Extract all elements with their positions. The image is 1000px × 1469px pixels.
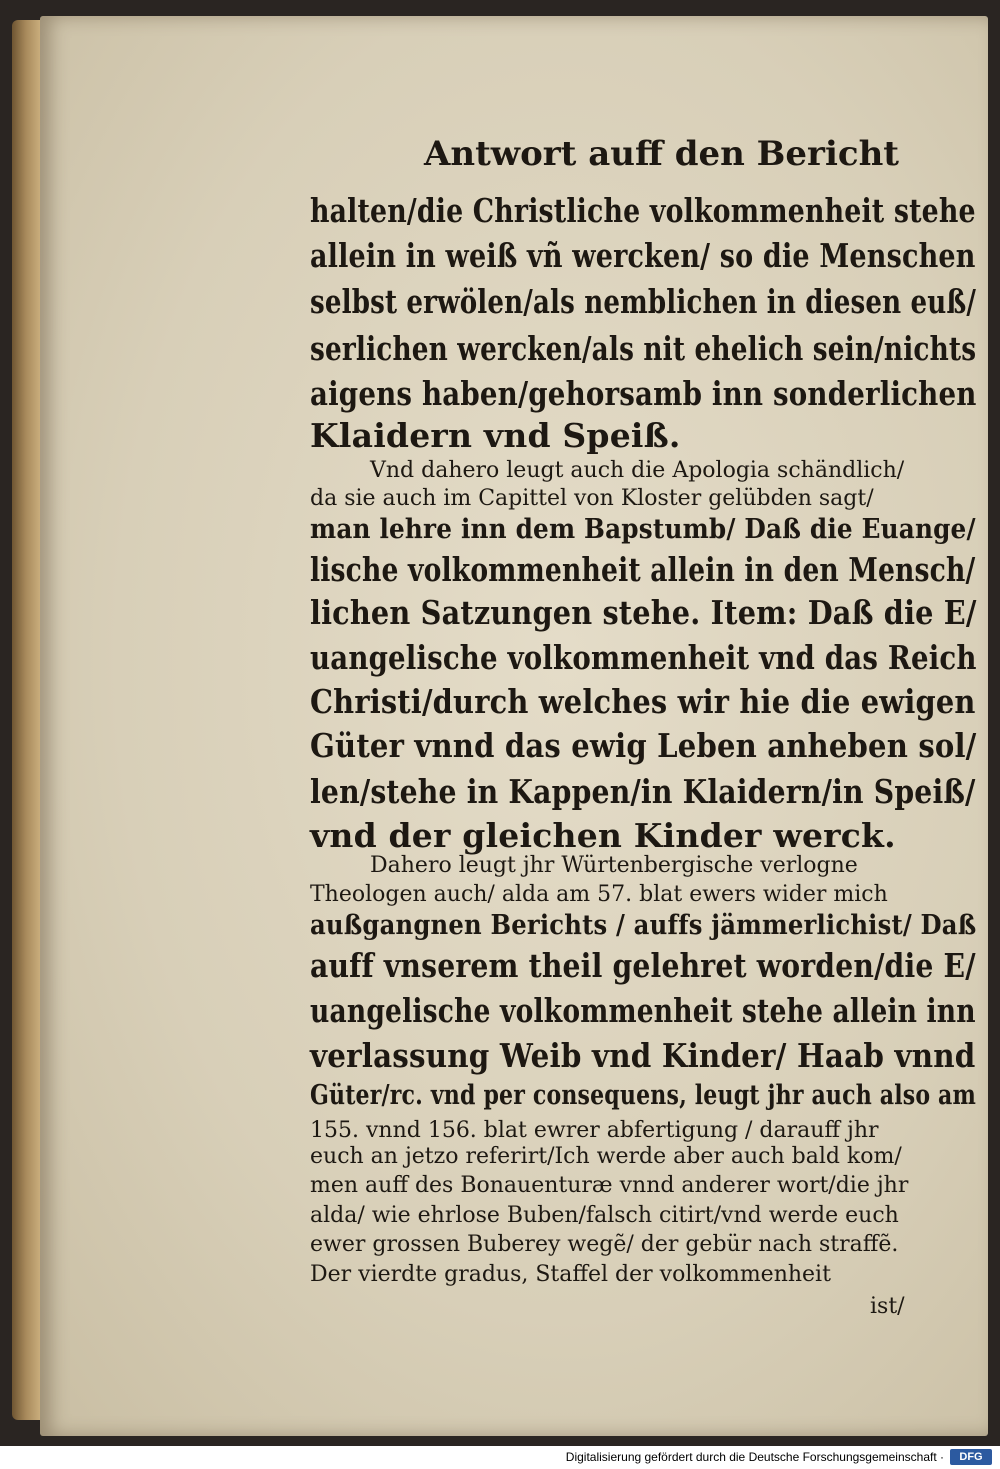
text-line: uangelische volkommenheit vnd das Reich <box>310 638 977 677</box>
text-line: vnd der gleichen Kinder werck. <box>310 816 896 855</box>
text-line: aigens haben/gehorsamb inn sonderlichen <box>310 374 977 413</box>
text-line: außgangnen Berichts / auffs jämmerlichist/ Daß <box>310 910 977 941</box>
text-line: Klaidern vnd Speiß. <box>310 416 681 455</box>
footer-credit: Digitalisierung gefördert durch die Deutsche Forschungsgemeinschaft · <box>565 1450 944 1464</box>
text-line: da sie auch im Capittel von Kloster gelübden sagt/ <box>310 486 874 511</box>
footer-bar <box>0 1446 1000 1469</box>
text-line: allein in weiß vñ wercken/ so die Menschen <box>310 236 976 275</box>
text-line: Christi/durch welches wir hie die ewigen <box>310 682 976 721</box>
text-line: man lehre inn dem Bapstumb/ Daß die Euange/ <box>310 514 976 545</box>
text-line: Dahero leugt jhr Würtenbergische verlogne <box>370 853 858 878</box>
text-line: men auff des Bonauenturæ vnnd anderer wort/die jhr <box>310 1173 909 1198</box>
text-line: Theologen auch/ alda am 57. blat ewers wider mich <box>310 882 888 907</box>
text-line: len/stehe in Kappen/in Klaidern/in Speiß/ <box>310 772 976 811</box>
text-line: auff vnserem theil gelehret worden/die E/ <box>310 946 976 985</box>
text-line: ist/ <box>870 1294 905 1319</box>
text-line: Der vierdte gradus, Staffel der volkommenheit <box>310 1262 831 1287</box>
text-line: halten/die Christliche volkommenheit stehe <box>310 191 976 230</box>
text-line: selbst erwölen/als nemblichen in diesen euß/ <box>310 282 977 321</box>
text-line: Güter vnnd das ewig Leben anheben sol/ <box>310 726 977 765</box>
running-header: Antwort auff den Bericht <box>424 134 899 174</box>
text-line: uangelische volkommenheit stehe allein inn <box>310 991 976 1030</box>
dfg-logo: DFG <box>950 1449 992 1465</box>
text-line: verlassung Weib vnd Kinder/ Haab vnnd <box>310 1036 976 1075</box>
text-line: serlichen wercken/als nit ehelich sein/nichts <box>310 329 977 368</box>
book-page <box>40 16 988 1436</box>
text-line: Güter/rc. vnd per consequens, leugt jhr auch also am <box>310 1080 977 1111</box>
text-line: alda/ wie ehrlose Buben/falsch citirt/vnd werde euch <box>310 1203 899 1228</box>
text-line: euch an jetzo referirt/Ich werde aber auch bald kom/ <box>310 1144 902 1169</box>
text-line: lische volkommenheit allein in den Mensch/ <box>310 550 976 589</box>
text-line: 155. vnnd 156. blat ewrer abfertigung / darauff jhr <box>310 1118 879 1143</box>
text-line: Vnd dahero leugt auch die Apologia schändlich/ <box>370 458 905 483</box>
text-line: lichen Satzungen stehe. Item: Daß die E/ <box>310 593 977 632</box>
text-line: ewer grossen Buberey wegẽ/ der gebür nach straffẽ. <box>310 1232 899 1257</box>
